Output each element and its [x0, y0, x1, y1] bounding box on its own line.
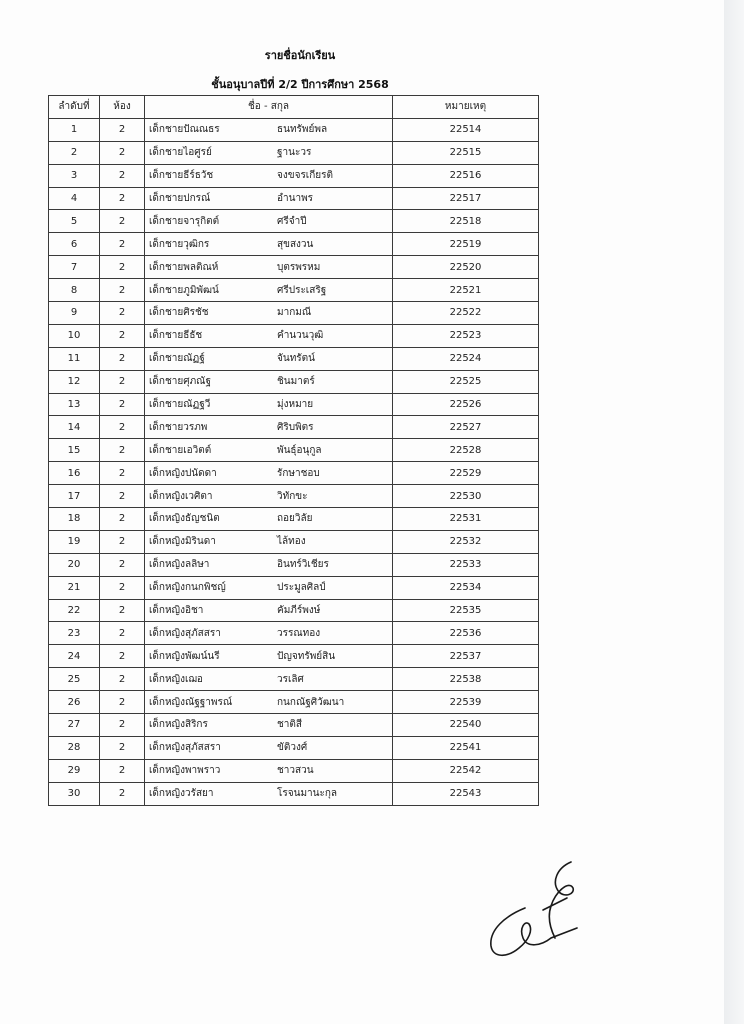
row-room: 2 — [100, 233, 145, 256]
table-row — [49, 530, 539, 553]
row-number: 12 — [49, 370, 100, 393]
row-full-name — [145, 439, 393, 462]
row-number: 2 — [49, 141, 100, 164]
row-first-name: เด็กหญิงพัฒน์นรี — [149, 650, 220, 662]
row-first-name: เด็กชายไอศูรย์ — [149, 147, 212, 159]
table-header-row — [49, 96, 539, 119]
row-number: 9 — [49, 302, 100, 325]
row-last-name: วรรณทอง — [277, 627, 321, 639]
row-room: 2 — [100, 462, 145, 485]
row-room: 2 — [100, 347, 145, 370]
row-room: 2 — [100, 256, 145, 279]
table-row — [49, 485, 539, 508]
signature — [485, 858, 585, 968]
row-number: 25 — [49, 668, 100, 691]
table-row — [49, 347, 539, 370]
row-note: 22527 — [393, 416, 539, 439]
row-last-name: ศิริบพิตร — [277, 421, 314, 433]
row-full-name — [145, 782, 393, 805]
scan-edge — [724, 0, 744, 1024]
row-full-name — [145, 576, 393, 599]
row-number: 22 — [49, 599, 100, 622]
row-room: 2 — [100, 714, 145, 737]
row-first-name: เด็กหญิงสุภัสสรา — [149, 742, 221, 754]
row-note: 22543 — [393, 782, 539, 805]
row-note: 22518 — [393, 210, 539, 233]
row-full-name — [145, 508, 393, 531]
table-row — [49, 164, 539, 187]
document-title: รายชื่อนักเรียน — [264, 49, 336, 62]
row-number: 29 — [49, 759, 100, 782]
table-row — [49, 302, 539, 325]
row-number: 16 — [49, 462, 100, 485]
row-room: 2 — [100, 118, 145, 141]
column-header-note: หมายเหตุ — [393, 96, 539, 119]
row-note: 22531 — [393, 508, 539, 531]
table-row — [49, 736, 539, 759]
row-room: 2 — [100, 622, 145, 645]
row-last-name: ประมูลศิลป์ — [277, 582, 326, 594]
row-last-name: ชินมาตร์ — [277, 376, 315, 388]
row-number: 21 — [49, 576, 100, 599]
row-first-name: เด็กชายวรภพ — [149, 421, 208, 433]
row-last-name: ชาวสวน — [277, 765, 314, 777]
row-note: 22542 — [393, 759, 539, 782]
row-last-name: โรจนมานะกุล — [277, 788, 338, 800]
row-room: 2 — [100, 530, 145, 553]
row-full-name — [145, 302, 393, 325]
row-number: 8 — [49, 279, 100, 302]
row-number: 4 — [49, 187, 100, 210]
row-room: 2 — [100, 599, 145, 622]
row-room: 2 — [100, 759, 145, 782]
row-number: 24 — [49, 645, 100, 668]
row-room: 2 — [100, 691, 145, 714]
column-header-room: ห้อง — [100, 96, 145, 119]
row-first-name: เด็กชายณัฏฐ์ — [149, 353, 205, 365]
row-first-name: เด็กชายจารุกิตต์ — [149, 215, 220, 227]
table-row — [49, 118, 539, 141]
row-note: 22521 — [393, 279, 539, 302]
table-row — [49, 714, 539, 737]
table-row — [49, 141, 539, 164]
row-note: 22522 — [393, 302, 539, 325]
table-row — [49, 599, 539, 622]
row-first-name: เด็กชายธีร์ธวัช — [149, 170, 214, 182]
table-row — [49, 187, 539, 210]
row-full-name — [145, 347, 393, 370]
row-last-name: จงขจรเกียรติ — [277, 170, 334, 182]
row-full-name — [145, 370, 393, 393]
row-number: 27 — [49, 714, 100, 737]
table-row — [49, 782, 539, 805]
row-full-name — [145, 622, 393, 645]
row-note: 22530 — [393, 485, 539, 508]
row-number: 28 — [49, 736, 100, 759]
row-room: 2 — [100, 576, 145, 599]
row-last-name: ฐานะวร — [277, 147, 312, 159]
row-full-name — [145, 645, 393, 668]
table-row — [49, 233, 539, 256]
row-note: 22515 — [393, 141, 539, 164]
row-room: 2 — [100, 736, 145, 759]
row-room: 2 — [100, 279, 145, 302]
row-last-name: ศรีประเสริฐ — [277, 284, 327, 296]
column-header-name: ชื่อ - สกุล — [145, 96, 393, 119]
row-full-name — [145, 668, 393, 691]
table-row — [49, 324, 539, 347]
row-last-name: จันทรัตน์ — [277, 353, 315, 365]
row-note: 22539 — [393, 691, 539, 714]
row-room: 2 — [100, 302, 145, 325]
row-full-name — [145, 118, 393, 141]
table-row — [49, 416, 539, 439]
row-first-name: เด็กหญิงมิรินดา — [149, 536, 216, 548]
row-last-name: วิทักขะ — [277, 490, 308, 502]
row-number: 3 — [49, 164, 100, 187]
row-last-name: ศรีจำปี — [277, 215, 307, 227]
row-note: 22538 — [393, 668, 539, 691]
row-note: 22534 — [393, 576, 539, 599]
row-full-name — [145, 187, 393, 210]
table-row — [49, 691, 539, 714]
row-note: 22533 — [393, 553, 539, 576]
table-row — [49, 210, 539, 233]
row-first-name: เด็กชายปกรณ์ — [149, 193, 211, 204]
table-row — [49, 462, 539, 485]
row-full-name — [145, 736, 393, 759]
table-row — [49, 279, 539, 302]
table-row — [49, 645, 539, 668]
row-number: 7 — [49, 256, 100, 279]
row-note: 22525 — [393, 370, 539, 393]
row-room: 2 — [100, 439, 145, 462]
table-row — [49, 370, 539, 393]
row-first-name: เด็กชายปัณณธร — [149, 124, 220, 136]
row-last-name: คัมภีร์พงษ์ — [277, 605, 321, 617]
table-row — [49, 668, 539, 691]
row-number: 18 — [49, 508, 100, 531]
row-room: 2 — [100, 668, 145, 691]
row-first-name: เด็กหญิงธัญชนิต — [149, 513, 220, 525]
row-first-name: เด็กหญิงเฌอ — [149, 673, 203, 685]
row-note: 22540 — [393, 714, 539, 737]
table-row — [49, 622, 539, 645]
row-room: 2 — [100, 324, 145, 347]
row-full-name — [145, 485, 393, 508]
row-room: 2 — [100, 782, 145, 805]
row-note: 22524 — [393, 347, 539, 370]
table-body — [49, 118, 539, 805]
row-full-name — [145, 164, 393, 187]
row-first-name: เด็กหญิงณัฐฐาพรณ์ — [149, 696, 233, 708]
row-room: 2 — [100, 187, 145, 210]
table-row — [49, 553, 539, 576]
row-last-name: ขัติวงศ์ — [277, 742, 308, 754]
row-number: 13 — [49, 393, 100, 416]
row-first-name: เด็กชายภูมิพัฒน์ — [149, 284, 219, 296]
row-note: 22517 — [393, 187, 539, 210]
row-last-name: ชาติสี — [277, 719, 302, 731]
row-number: 17 — [49, 485, 100, 508]
row-first-name: เด็กหญิงอิชา — [149, 605, 204, 617]
row-note: 22532 — [393, 530, 539, 553]
row-first-name: เด็กชายพลติณห์ — [149, 261, 219, 273]
row-number: 26 — [49, 691, 100, 714]
row-first-name: เด็กหญิงวรัสยา — [149, 788, 214, 800]
row-last-name: อินทร์วิเชียร — [277, 559, 329, 571]
row-note: 22519 — [393, 233, 539, 256]
row-last-name: กนกณัฐศิวัฒนา — [277, 696, 345, 708]
row-last-name: บุตรพรหม — [277, 261, 321, 273]
row-number: 11 — [49, 347, 100, 370]
row-note: 22520 — [393, 256, 539, 279]
row-number: 19 — [49, 530, 100, 553]
row-number: 20 — [49, 553, 100, 576]
row-room: 2 — [100, 553, 145, 576]
row-full-name — [145, 599, 393, 622]
row-first-name: เด็กชายศุภณัฐ — [149, 376, 211, 388]
row-number: 5 — [49, 210, 100, 233]
row-full-name — [145, 210, 393, 233]
row-first-name: เด็กหญิงสุภัสสรา — [149, 627, 221, 639]
row-last-name: ไล้ทอง — [277, 536, 306, 548]
row-full-name — [145, 279, 393, 302]
row-note: 22529 — [393, 462, 539, 485]
row-number: 14 — [49, 416, 100, 439]
row-first-name: เด็กหญิงปนัดดา — [149, 467, 217, 479]
row-room: 2 — [100, 210, 145, 233]
row-last-name: ปัญจทรัพย์สิน — [277, 650, 336, 662]
row-full-name — [145, 530, 393, 553]
row-first-name: เด็กหญิงเวศิตา — [149, 490, 213, 502]
table-row — [49, 576, 539, 599]
row-room: 2 — [100, 164, 145, 187]
row-last-name: รักษาชอบ — [277, 467, 320, 479]
row-note: 22541 — [393, 736, 539, 759]
row-first-name: เด็กหญิงลลิษา — [149, 559, 210, 571]
row-full-name — [145, 416, 393, 439]
row-room: 2 — [100, 370, 145, 393]
row-full-name — [145, 393, 393, 416]
row-number: 10 — [49, 324, 100, 347]
row-note: 22536 — [393, 622, 539, 645]
row-note: 22516 — [393, 164, 539, 187]
row-first-name: เด็กชายณัฏฐวี — [149, 399, 211, 411]
row-first-name: เด็กชายวุฒิกร — [149, 238, 210, 250]
row-number: 15 — [49, 439, 100, 462]
row-full-name — [145, 256, 393, 279]
row-room: 2 — [100, 416, 145, 439]
table-row — [49, 508, 539, 531]
row-full-name — [145, 324, 393, 347]
row-note: 22535 — [393, 599, 539, 622]
row-room: 2 — [100, 141, 145, 164]
row-number: 6 — [49, 233, 100, 256]
row-full-name — [145, 759, 393, 782]
row-full-name — [145, 462, 393, 485]
row-number: 30 — [49, 782, 100, 805]
row-first-name: เด็กชายศิรชัช — [149, 307, 209, 319]
row-full-name — [145, 553, 393, 576]
table-row — [49, 256, 539, 279]
row-note: 22526 — [393, 393, 539, 416]
row-last-name: พันธุ์อนุกูล — [277, 444, 322, 456]
row-first-name: เด็กหญิงสิริกร — [149, 719, 208, 731]
row-first-name: เด็กหญิงพาพราว — [149, 765, 221, 777]
row-room: 2 — [100, 393, 145, 416]
row-number: 1 — [49, 118, 100, 141]
row-room: 2 — [100, 645, 145, 668]
row-last-name: คำนวนวุฒิ — [277, 330, 324, 342]
row-full-name — [145, 141, 393, 164]
row-note: 22528 — [393, 439, 539, 462]
row-last-name: มุ่งหมาย — [277, 399, 314, 411]
row-first-name: เด็กชายธีธัช — [149, 330, 203, 342]
row-full-name — [145, 233, 393, 256]
row-last-name: ถอยวิลัย — [277, 513, 313, 525]
row-note: 22523 — [393, 324, 539, 347]
column-header-number: ลำดับที่ — [49, 96, 100, 119]
row-last-name: วรเลิศ — [277, 673, 304, 685]
row-last-name: มากมณี — [277, 307, 312, 319]
row-full-name — [145, 714, 393, 737]
row-room: 2 — [100, 485, 145, 508]
row-first-name: เด็กชายเอวิตต์ — [149, 444, 212, 456]
row-last-name: ธนทรัพย์พล — [277, 124, 328, 136]
table-row — [49, 759, 539, 782]
student-table — [48, 95, 539, 806]
row-note: 22537 — [393, 645, 539, 668]
row-last-name: สุขสงวน — [277, 238, 314, 250]
row-room: 2 — [100, 508, 145, 531]
row-number: 23 — [49, 622, 100, 645]
row-full-name — [145, 691, 393, 714]
row-note: 22514 — [393, 118, 539, 141]
document-subtitle: ชั้นอนุบาลปีที่ 2/2 ปีการศึกษา 2568 — [211, 78, 389, 91]
table-row — [49, 439, 539, 462]
table-row — [49, 393, 539, 416]
row-first-name: เด็กหญิงกนกพิชญ์ — [149, 582, 226, 594]
row-last-name: อำนาพร — [277, 193, 314, 204]
